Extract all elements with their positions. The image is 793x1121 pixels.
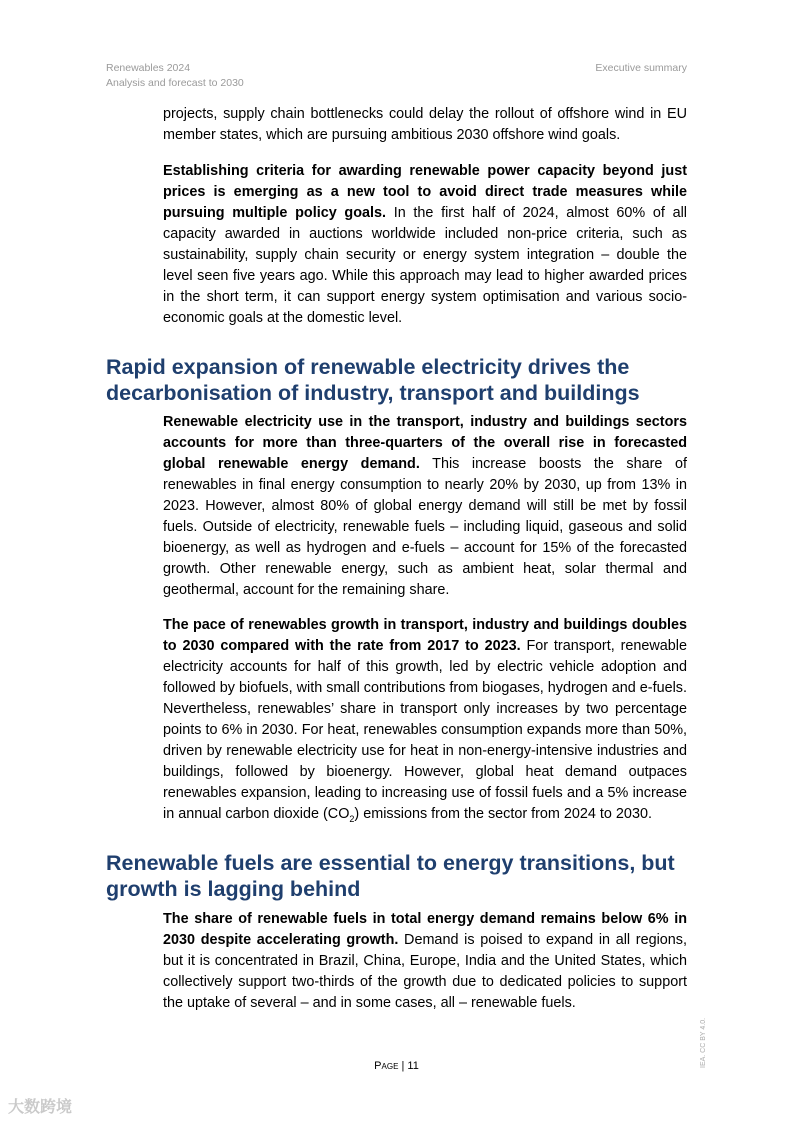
paragraph-text: In the first half of 2024, almost 60% of all capacity awarded in auctions worldwide included non-price criteria, such as sustainability, supply chain security or energy system integration – double the level seen five years ago. While this approach may lead to higher awarded prices in the short term, it can support energy system optimisation and various socio-economic goals at the domestic level. xyxy=(163,205,687,326)
section-heading-fuels: Renewable fuels are essential to energy transitions, but growth is lagging behind xyxy=(106,851,675,901)
lead-sentence: Renewable electricity use in the transport, industry and buildings sectors accounts for more than three-quarters of the overall rise in forecasted global renewable energy demand. xyxy=(163,414,687,472)
page-label: Page xyxy=(374,1060,399,1072)
doc-subtitle: Analysis and forecast to 2030 xyxy=(106,77,244,89)
paragraph-renewable-electricity xyxy=(163,412,687,601)
paragraph-text-end: ) emissions from the sector from 2024 to 2030. xyxy=(354,806,652,822)
page-number: 11 xyxy=(407,1060,419,1072)
paragraph-text: This increase boosts the share of renewables in final energy consumption to nearly 20% by 2030, up from 13% in 2023. However, almost 80% of global energy demand will still be met by fossil fuels. Outside of electricity, renewable fuels – including liquid, gaseous and solid bioenergy, as well as hydrogen and e-fuels – account for 15% of the forecasted growth. Other renewable energy, such as ambient heat, solar thermal and geothermal, account for the remaining share. xyxy=(163,456,687,598)
paragraph-text: For transport, renewable electricity accounts for half of this growth, led by electric vehicle adoption and followed by biofuels, with small contributions from biogases, hydrogen and e-fuels. Nevertheless, renewables’ share in transport only increases by two percentage points to 6% in 2030. For heat, renewables consumption expands more than 50%, driven by renewable electricity use for heat in non-energy-intensive industries and buildings, followed by bioenergy. However, global heat demand outpaces renewables expansion, leading to increasing use of fossil fuels and a 5% increase in annual carbon dioxide (CO xyxy=(163,638,687,822)
section-label: Executive summary xyxy=(595,62,687,74)
page-separator: | xyxy=(401,1060,405,1072)
running-header-left xyxy=(106,61,244,91)
license-note: IEA. CC BY 4.0. xyxy=(700,1017,707,1068)
paragraph-text: projects, supply chain bottlenecks could delay the rollout of offshore wind in EU member states, which are pursuing ambitious 2030 offshore wind goals. xyxy=(163,106,687,143)
section-heading-electricity: Rapid expansion of renewable electricity drives the decarbonisation of industry, transport and buildings xyxy=(106,355,640,405)
lead-sentence: The share of renewable fuels in total energy demand remains below 6% in 2030 despite accelerating growth. xyxy=(163,911,687,948)
lead-sentence: The pace of renewables growth in transport, industry and buildings doubles to 2030 compared with the rate from 2017 to 2023. xyxy=(163,617,687,654)
watermark-logo: 大数跨境 xyxy=(8,1099,73,1116)
page-footer xyxy=(0,1060,793,1072)
doc-title: Renewables 2024 xyxy=(106,62,191,74)
paragraph-pace-of-growth xyxy=(163,615,687,830)
paragraph-renewable-fuels xyxy=(163,909,687,1014)
paragraph-award-criteria xyxy=(163,161,687,329)
subscript: 2 xyxy=(349,813,355,824)
paragraph-text: Demand is poised to expand in all regions, but it is concentrated in Brazil, China, Europe, India and the United States, which collectively support two-thirds of the growth due to dedicated policies to support the uptake of several – and in some cases, all – renewable fuels. xyxy=(163,932,687,1011)
paragraph-continued xyxy=(163,104,687,146)
lead-sentence: Establishing criteria for awarding renewable power capacity beyond just prices is emerging as a new tool to avoid direct trade measures while pursuing multiple policy goals. xyxy=(163,163,687,221)
